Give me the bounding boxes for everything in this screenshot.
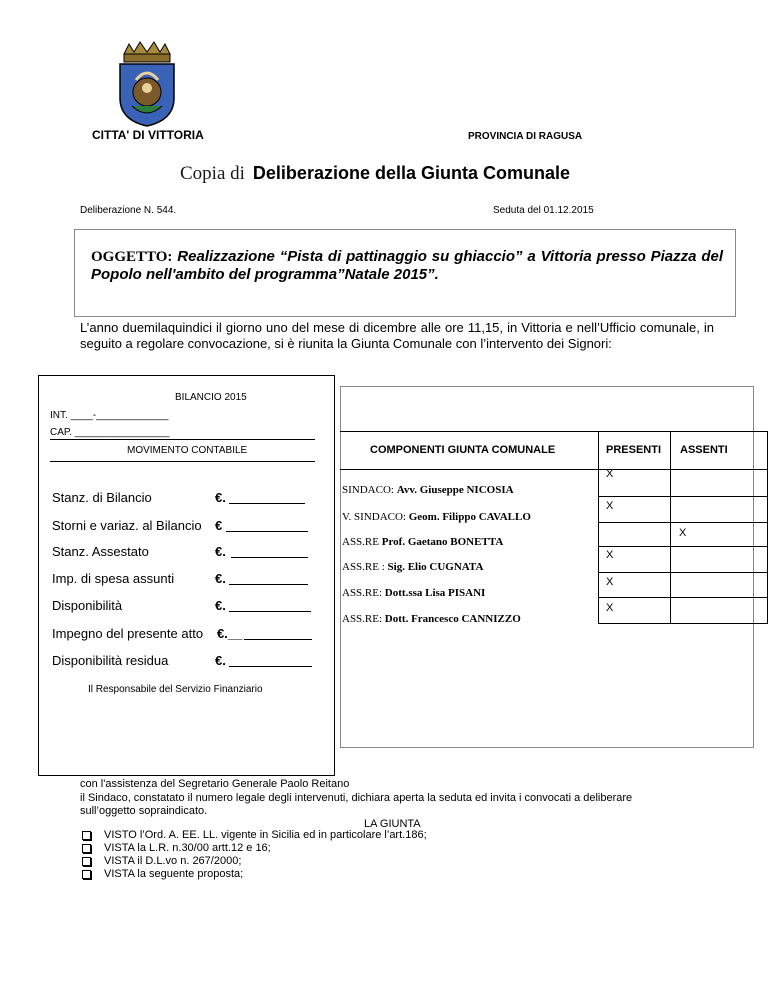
grid-line	[598, 522, 768, 523]
grid-line	[598, 431, 599, 624]
table-row: ASS.RE: Dott. Francesco CANNIZZO	[342, 613, 521, 625]
bilancio-row-euro: €.	[215, 653, 226, 668]
responsabile: Il Responsabile del Servizio Finanziario	[88, 684, 263, 695]
amount-line	[244, 639, 312, 640]
table-row: SINDACO: Avv. Giuseppe NICOSIA	[342, 484, 514, 496]
bilancio-row-label: Stanz. di Bilancio	[52, 490, 152, 505]
presente-mark: X	[606, 576, 614, 588]
title-main: Deliberazione della Giunta Comunale	[252, 163, 570, 183]
list-item: VISTA la L.R. n.30/00 artt.12 e 16;	[104, 842, 271, 854]
list-item: VISTO l’Ord. A. EE. LL. vigente in Sicilia ed in particolare l’art.186;	[104, 829, 427, 841]
bilancio-title: BILANCIO 2015	[175, 392, 247, 403]
bilancio-cap: CAP. _________________	[50, 427, 170, 438]
amount-line	[229, 503, 305, 504]
bilancio-row-label: Imp. di spesa assunti	[52, 571, 175, 586]
grid-line	[340, 469, 768, 470]
grid-line	[598, 597, 768, 598]
assente-mark: X	[679, 527, 687, 539]
city-crest-icon	[112, 40, 182, 128]
bilancio-row-label: Stanz. Assestato	[52, 544, 149, 559]
bilancio-row-label: Disponibilità residua	[52, 653, 169, 668]
bilancio-row-euro: €	[215, 518, 223, 533]
amount-line	[231, 557, 308, 558]
footer-line1: con l'assistenza del Segretario Generale Paolo Reitano	[80, 778, 350, 790]
bilancio-row-label: Disponibilità	[52, 598, 123, 613]
subject-label: OGGETTO:	[91, 249, 173, 265]
bilancio-row-euro: €.	[215, 571, 226, 586]
grid-line	[598, 496, 768, 497]
bilancio-row-euro: €.	[215, 598, 226, 613]
bilancio-row-euro: €.	[215, 490, 226, 505]
table-row: V. SINDACO: Geom. Filippo CAVALLO	[342, 511, 531, 523]
amount-line	[229, 584, 308, 585]
checkbox-bullet-icon	[82, 870, 91, 879]
grid-line	[598, 572, 768, 573]
bilancio-row-euro: €.	[215, 544, 226, 559]
bilancio-row-label: Storni e variaz. al Bilancio	[52, 518, 202, 533]
table-row: ASS.RE : Sig. Elio CUGNATA	[342, 561, 484, 573]
checkbox-bullet-icon	[82, 844, 91, 853]
checkbox-bullet-icon	[82, 831, 91, 840]
presente-mark: X	[606, 500, 614, 512]
header-presenti: PRESENTI	[606, 444, 662, 456]
divider	[50, 439, 315, 440]
grid-line	[598, 546, 768, 547]
divider	[50, 461, 315, 462]
document-title	[180, 163, 570, 185]
subject-text	[91, 248, 723, 284]
province-name: PROVINCIA DI RAGUSA	[468, 131, 583, 142]
grid-line	[340, 431, 768, 432]
header-componenti: COMPONENTI GIUNTA COMUNALE	[370, 444, 556, 456]
presente-mark: X	[606, 602, 614, 614]
amount-line	[229, 666, 312, 667]
session-date: Seduta del 01.12.2015	[493, 205, 594, 216]
intro-paragraph: L’anno duemilaquindici il giorno uno del mese di dicembre alle ore 11,15, in Vittoria e nell’Ufficio comunale, in seguito a regolare convocazione, si è riunita la Giunta Comunale con l’intervento dei Signori:	[80, 320, 714, 351]
bilancio-int: INT. ____-_____________	[50, 410, 169, 421]
list-item: VISTA la seguente proposta;	[104, 868, 244, 880]
presente-mark: X	[606, 549, 614, 561]
table-row: ASS.RE Prof. Gaetano BONETTA	[342, 536, 504, 548]
la-giunta: LA GIUNTA	[364, 818, 421, 830]
bilancio-row-euro: €.__	[217, 626, 243, 641]
city-name: CITTA' DI VITTORIA	[92, 128, 204, 142]
footer-line2: il Sindaco, constatato il numero legale degli intervenuti, dichiara aperta la seduta ed invita i convocati a deliberare sull’oggetto sopraindicato.	[80, 792, 633, 817]
bilancio-row-label: Impegno del presente atto	[52, 626, 204, 641]
grid-line	[598, 623, 768, 624]
list-item: VISTA il D.L.vo n. 267/2000;	[104, 855, 242, 867]
header-assenti: ASSENTI	[680, 444, 728, 456]
table-row: ASS.RE: Dott.ssa Lisa PISANI	[342, 587, 486, 599]
subject-box	[74, 229, 736, 317]
subject-body: Realizzazione “Pista di pattinaggio su ghiaccio” a Vittoria presso Piazza del Popolo nell'ambito del programma”Natale 2015”.	[91, 248, 723, 283]
grid-line	[670, 431, 671, 624]
amount-line	[229, 611, 311, 612]
amount-line	[226, 531, 308, 532]
deliberation-number: Deliberazione N. 544.	[80, 205, 177, 216]
movimento-contabile: MOVIMENTO CONTABILE	[127, 445, 248, 456]
title-copia: Copia di	[180, 163, 245, 184]
checkbox-bullet-icon	[82, 857, 91, 866]
presente-mark: X	[606, 468, 614, 480]
